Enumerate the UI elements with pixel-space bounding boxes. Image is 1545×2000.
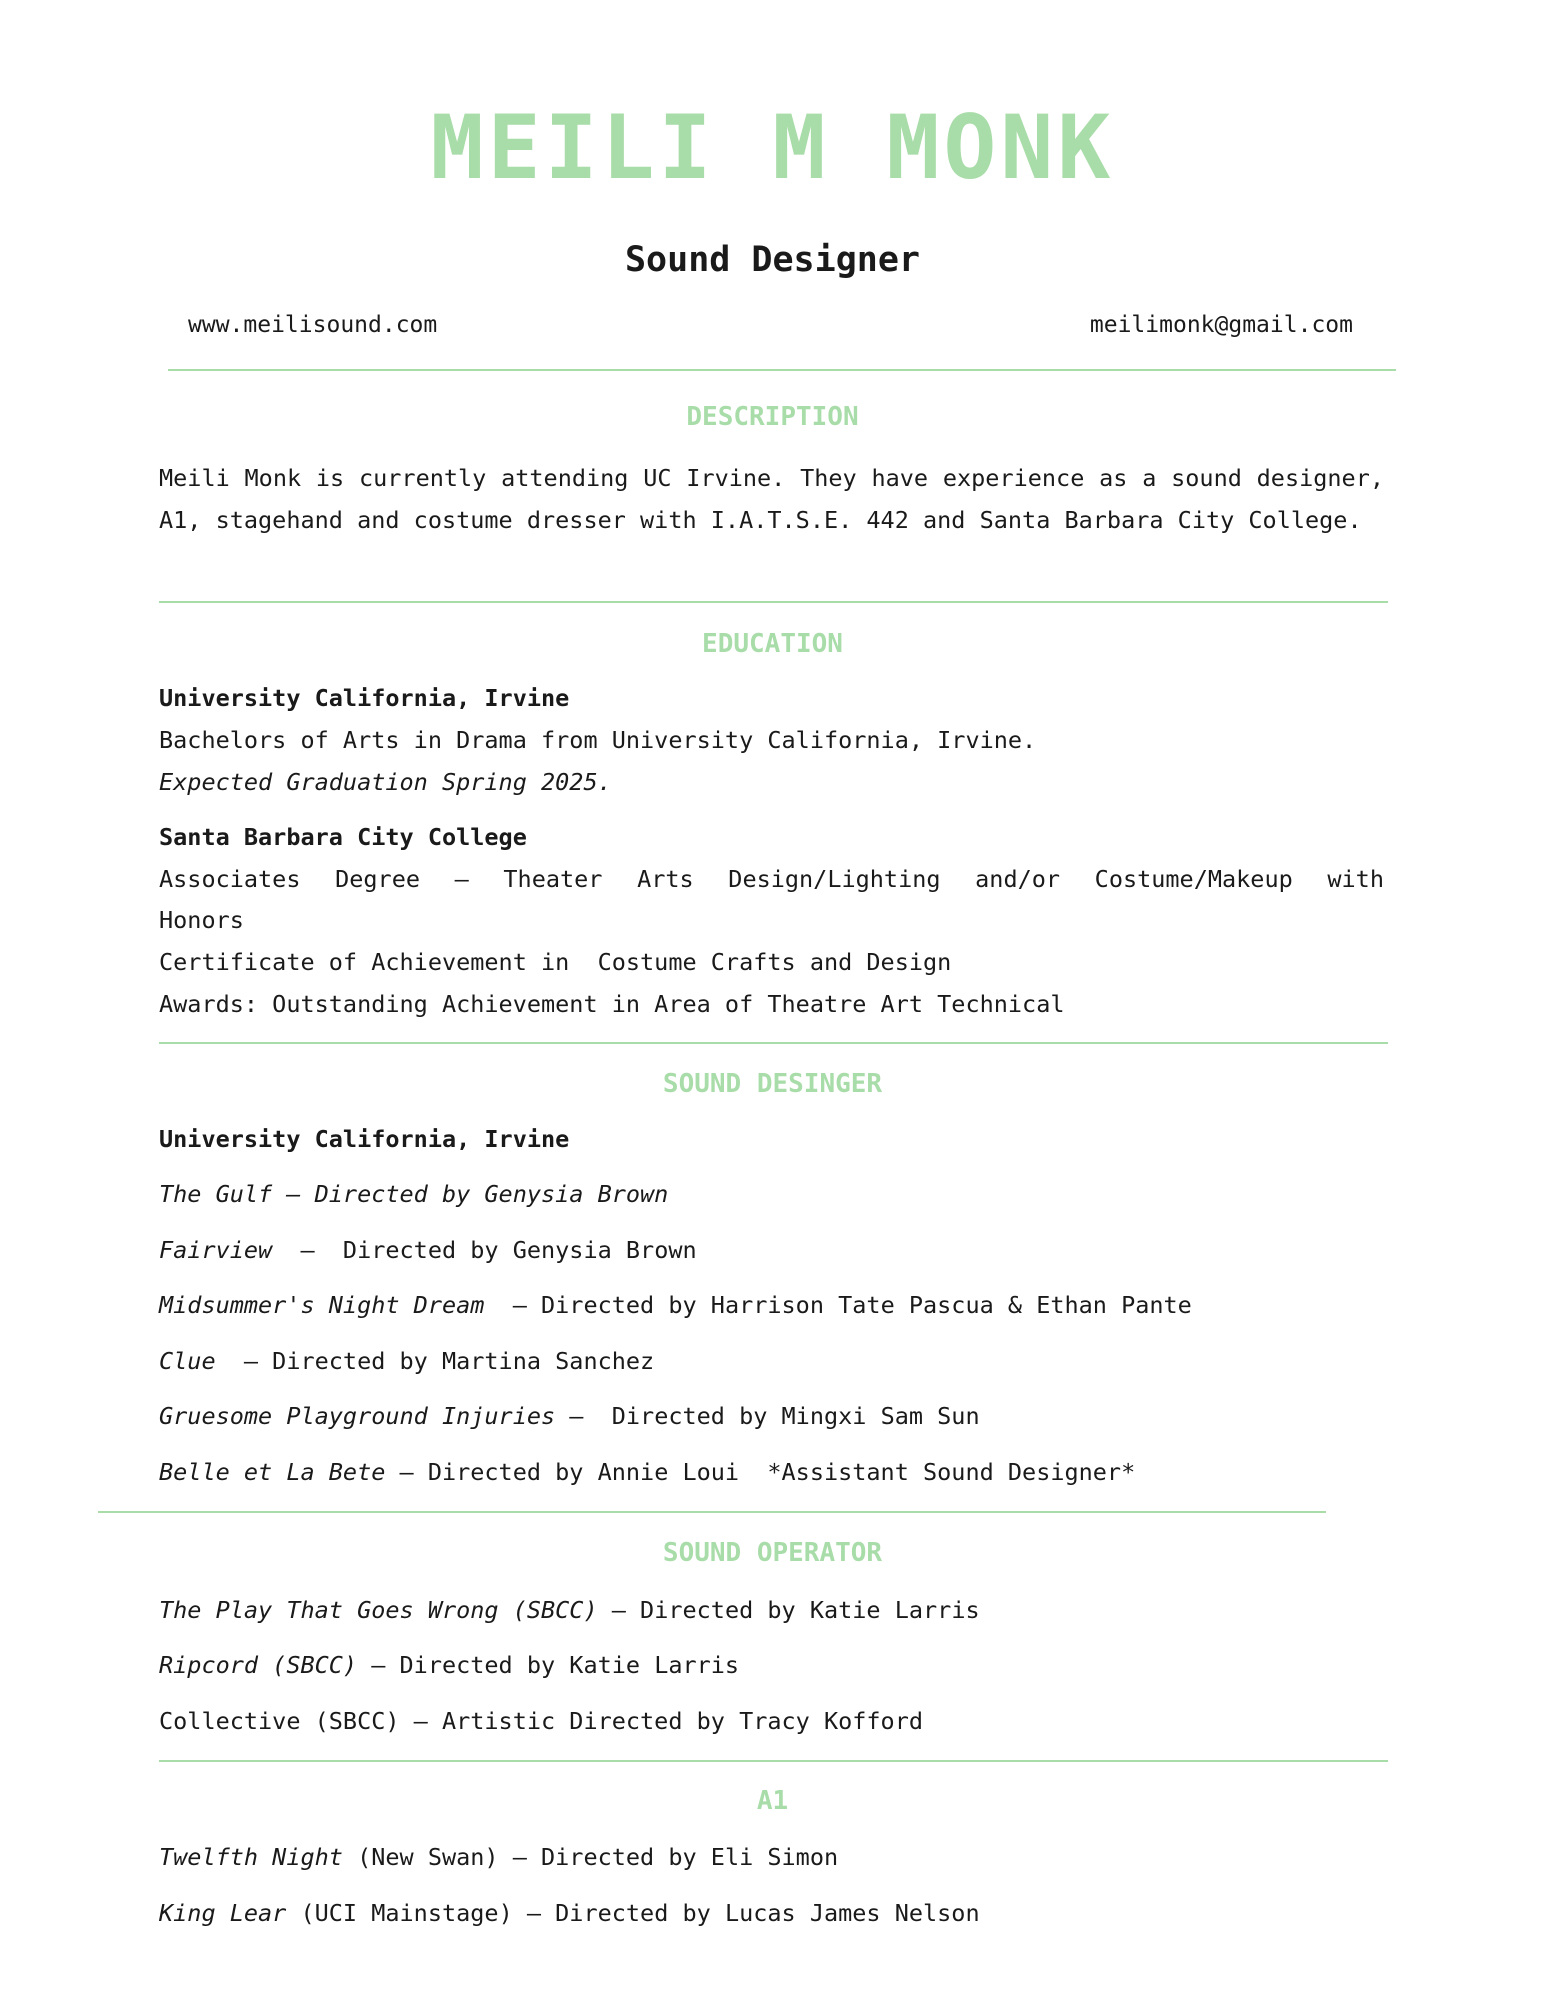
show-credit: – Directed by Martina Sanchez bbox=[215, 1347, 655, 1375]
show-credit: Collective (SBCC) – Artistic Directed by Tracy Kofford bbox=[159, 1707, 924, 1735]
credit-line bbox=[159, 1843, 838, 1871]
degree-word: Costume/Makeup bbox=[1094, 865, 1293, 893]
credit-line bbox=[159, 1458, 1135, 1486]
show-credit: – Directed by Genysia Brown bbox=[272, 1236, 697, 1264]
org-name: University California, Irvine bbox=[159, 1125, 570, 1153]
divider bbox=[159, 601, 1388, 603]
degree-word: – bbox=[454, 865, 469, 893]
degree-word: and/or bbox=[975, 865, 1061, 893]
education-heading: EDUCATION bbox=[702, 629, 843, 659]
school-name: University California, Irvine bbox=[159, 684, 570, 712]
degree-text: Bachelors of Arts in Drama from University California, Irvine. bbox=[159, 726, 1037, 754]
job-title: Sound Designer bbox=[624, 240, 920, 280]
credit-line bbox=[159, 1236, 697, 1264]
divider bbox=[98, 1511, 1326, 1513]
website-link[interactable]: www.meilisound.com bbox=[188, 312, 438, 338]
graduation-text: Expected Graduation Spring 2025. bbox=[159, 768, 612, 796]
description-text: Meili Monk is currently attending UC Irvine. They have experience as a sound designer, A1, stagehand and costume dresser with I.A.T.S.E. 442 and Santa Barbara City College. bbox=[159, 464, 1384, 534]
divider bbox=[159, 1760, 1388, 1762]
show-title: Ripcord (SBCC) bbox=[159, 1651, 358, 1679]
show-credit: – Directed by Harrison Tate Pascua & Ethan Pante bbox=[484, 1291, 1192, 1319]
show-credit: (UCI Mainstage) – Directed by Lucas James Nelson bbox=[286, 1899, 980, 1927]
divider bbox=[159, 1042, 1388, 1044]
degree-word: with bbox=[1327, 865, 1384, 893]
a1-heading: A1 bbox=[756, 1786, 789, 1816]
show-title: King Lear bbox=[159, 1899, 287, 1927]
show-credit: – Directed by Mingxi Sam Sun bbox=[555, 1402, 980, 1430]
show-title: Twelfth Night bbox=[159, 1843, 343, 1871]
show-title: The Play That Goes Wrong (SBCC) bbox=[159, 1596, 598, 1624]
resume-name: MEILI M MONK bbox=[430, 96, 1115, 199]
show-credit: (New Swan) – Directed by Eli Simon bbox=[342, 1843, 839, 1871]
show-title: The Gulf – Directed by Genysia Brown bbox=[159, 1180, 669, 1208]
credit-line bbox=[159, 1347, 654, 1375]
degree-word: Arts bbox=[637, 865, 694, 893]
school-name: Santa Barbara City College bbox=[159, 823, 527, 851]
show-title: Midsummer's Night Dream bbox=[159, 1291, 485, 1319]
show-title: Clue bbox=[159, 1347, 216, 1375]
credit-line bbox=[159, 1291, 1192, 1319]
credit-line bbox=[159, 1651, 739, 1679]
credit-line bbox=[159, 1596, 980, 1624]
sound-operator-heading: SOUND OPERATOR bbox=[662, 1538, 883, 1568]
credit-line bbox=[159, 1402, 980, 1430]
show-credit: – Directed by Katie Larris bbox=[357, 1651, 740, 1679]
show-credit: – Directed by Annie Loui *Assistant Sound Designer* bbox=[385, 1458, 1136, 1486]
degree-word: Degree bbox=[335, 865, 420, 893]
show-title: Belle et La Bete bbox=[159, 1458, 386, 1486]
degree-text-cont: Honors bbox=[159, 906, 244, 934]
show-title: Fairview bbox=[159, 1236, 273, 1264]
divider bbox=[168, 369, 1396, 371]
description-heading: DESCRIPTION bbox=[686, 402, 859, 432]
degree-word: Theater bbox=[503, 865, 603, 893]
degree-text bbox=[159, 865, 1384, 893]
email-link[interactable]: meilimonk@gmail.com bbox=[1089, 312, 1353, 338]
awards-text: Awards: Outstanding Achievement in Area of Theatre Art Technical bbox=[159, 990, 1065, 1018]
credit-line bbox=[159, 1899, 980, 1927]
credit-line bbox=[159, 1707, 923, 1735]
credit-line bbox=[159, 1180, 668, 1208]
degree-word: Design/Lighting bbox=[728, 865, 941, 893]
show-credit: – Directed by Katie Larris bbox=[597, 1596, 980, 1624]
degree-word: Associates bbox=[159, 865, 301, 893]
show-title: Gruesome Playground Injuries bbox=[159, 1402, 556, 1430]
sound-designer-heading: SOUND DESINGER bbox=[662, 1069, 883, 1099]
certificate-text: Certificate of Achievement in Costume Crafts and Design bbox=[159, 948, 952, 976]
